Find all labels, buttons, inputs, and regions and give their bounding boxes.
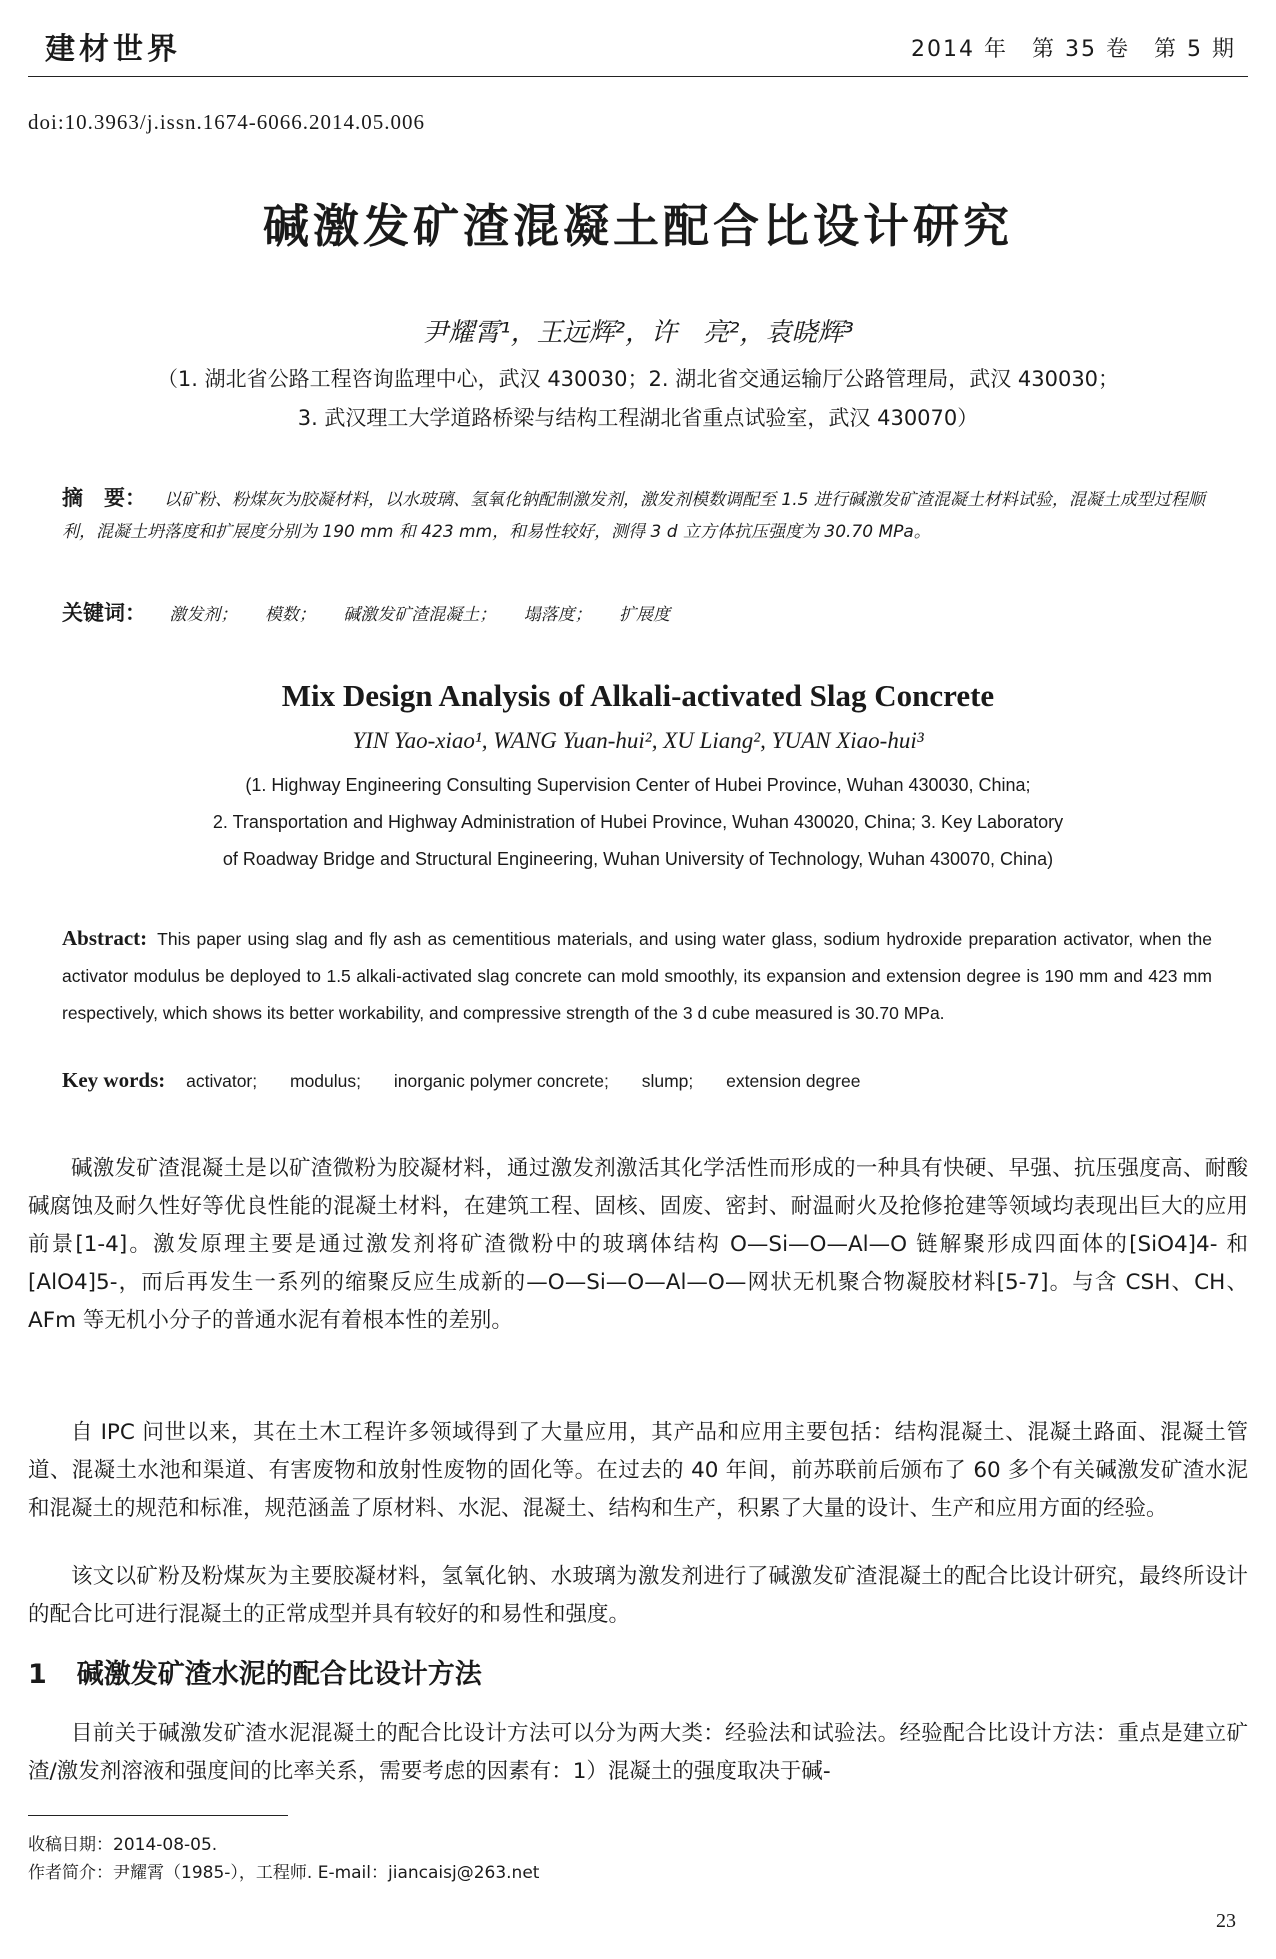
abstract-cn [62, 482, 1212, 548]
affiliation-en-line: of Roadway Bridge and Structural Engineering, Wuhan University of Technology, Wuhan 430070, China) [222, 849, 1054, 869]
issue-info: 2014 年 第 35 卷 第 5 期 [911, 37, 1236, 62]
affiliation-en-line: (1. Highway Engineering Consulting Supervision Center of Hubei Province, Wuhan 430030, China; [245, 775, 1031, 795]
keyword-cn: 模数； [264, 605, 316, 625]
keywords-en-label: Key words: [62, 1068, 166, 1092]
affiliation-cn-line: （1. 湖北省公路工程咨询监理中心，武汉 430030；2. 湖北省交通运输厅公路管理局，武汉 430030； [156, 367, 1120, 391]
paper-title-cn: 碱激发矿渣混凝土配合比设计研究 [263, 199, 1013, 253]
abstract-cn-text: 以矿粉、粉煤灰为胶凝材料，以水玻璃、氢氧化钠配制激发剂，激发剂模数调配至 1.5 进行碱激发矿渣混凝土材料试验，混凝土成型过程顺利，混凝土坍落度和扩展度分别为 190 mm 和 423 mm，和易性较好，测得 3 d 立方体抗压强度为 30.70 MPa。 [62, 490, 1205, 542]
keyword-en: slump; [641, 1071, 694, 1091]
section-heading [28, 1652, 482, 1691]
header-rule [28, 76, 1248, 77]
footnote-rule [28, 1815, 288, 1816]
abstract-cn-label: 摘 要： [62, 486, 146, 510]
keyword-cn: 扩展度 [619, 605, 671, 625]
paper-title-en: Mix Design Analysis of Alkali-activated Slag Concrete [281, 678, 995, 713]
body-paragraph: 自 IPC 问世以来，其在土木工程许多领域得到了大量应用，其产品和应用主要包括：结构混凝土、混凝土路面、混凝土管道、混凝土水池和渠道、有害废物和放射性废物的固化等。在过去的 40 年间，前苏联前后颁布了 60 多个有关碱激发矿渣水泥和混凝土的规范和标准，规范涵盖了原材料、水泥、混凝土、结构和生产，积累了大量的设计、生产和应用方面的经验。 [28, 1420, 1248, 1521]
keyword-cn: 碱激发矿渣混凝土； [343, 605, 497, 625]
body-paragraph: 目前关于碱激发矿渣水泥混凝土的配合比设计方法可以分为两大类：经验法和试验法。经验配合比设计方法：重点是建立矿渣/激发剂溶液和强度间的比率关系，需要考虑的因素有：1）混凝土的强度取决于碱- [28, 1721, 1248, 1784]
keyword-cn: 激发剂； [169, 605, 238, 625]
abstract-en [62, 920, 1212, 1032]
keywords-en [62, 1068, 888, 1093]
abstract-en-text: This paper using slag and fly ash as cementitious materials, and using water glass, sodium hydroxide preparation activator, when the activator modulus be deployed to 1.5 alkali-activated slag concrete can mold smoothly, its expansion and extension degree is 190 mm and 423 mm respectively, which shows its better workability, and compressive strength of the 3 d cube measured is 30.70 MPa. [62, 929, 1212, 1023]
authors-en: YIN Yao-xiao¹, WANG Yuan-hui², XU Liang², YUAN Xiao-hui³ [352, 728, 924, 753]
keyword-cn: 塌落度； [523, 605, 592, 625]
keyword-en: activator; [186, 1071, 258, 1091]
affiliation-cn-line: 3. 武汉理工大学道路桥梁与结构工程湖北省重点试验室，武汉 430070） [297, 406, 979, 430]
body-paragraph: 碱激发矿渣混凝土是以矿渣微粉为胶凝材料，通过激发剂激活其化学活性而形成的一种具有快硬、早强、抗压强度高、耐酸碱腐蚀及耐久性好等优良性能的混凝土材料，在建筑工程、固核、固废、密封、耐温耐火及抢修抢建等领域均表现出巨大的应用前景[1-4]。激发原理主要是通过激发剂将矿渣微粉中的玻璃体结构 O—Si—O—Al—O 链解聚形成四面体的[SiO4]4- 和 [AlO4]5-，而后再发生一系列的缩聚反应生成新的—O—Si—O—Al—O—网状无机聚合物凝胶材料[5-7]。与含 CSH、CH、AFm 等无机小分子的普通水泥有着根本性的差别。 [28, 1156, 1248, 1333]
keyword-en: inorganic polymer concrete; [393, 1071, 609, 1091]
keywords-cn [62, 597, 1212, 631]
keywords-cn-label: 关键词： [62, 601, 146, 625]
section-number: 1 [28, 1659, 47, 1690]
body-paragraph: 该文以矿粉及粉煤灰为主要胶凝材料，氢氧化钠、水玻璃为激发剂进行了碱激发矿渣混凝土的配合比设计研究，最终所设计的配合比可进行混凝土的正常成型并具有较好的和易性和强度。 [28, 1564, 1248, 1627]
affiliation-en-line: 2. Transportation and Highway Administration of Hubei Province, Wuhan 430020, China; 3. Key Laboratory [212, 812, 1064, 832]
footnote-received-date: 收稿日期：2014-08-05. [28, 1835, 218, 1855]
keyword-en: extension degree [726, 1071, 861, 1091]
journal-logo: 建材世界 [45, 32, 181, 67]
authors-cn: 尹耀霄¹，王远辉²，许 亮²，袁晓辉³ [422, 318, 854, 348]
doi[interactable]: doi:10.3963/j.issn.1674-6066.2014.05.006 [28, 110, 426, 134]
keyword-en: modulus; [290, 1071, 362, 1091]
abstract-en-label: Abstract: [62, 926, 148, 950]
page-number: 23 [1216, 1910, 1236, 1932]
footnote-author-bio: 作者简介：尹耀霄（1985-），工程师. E-mail：jiancaisj@263.net [28, 1863, 540, 1883]
section-title: 碱激发矿渣水泥的配合比设计方法 [76, 1659, 482, 1690]
